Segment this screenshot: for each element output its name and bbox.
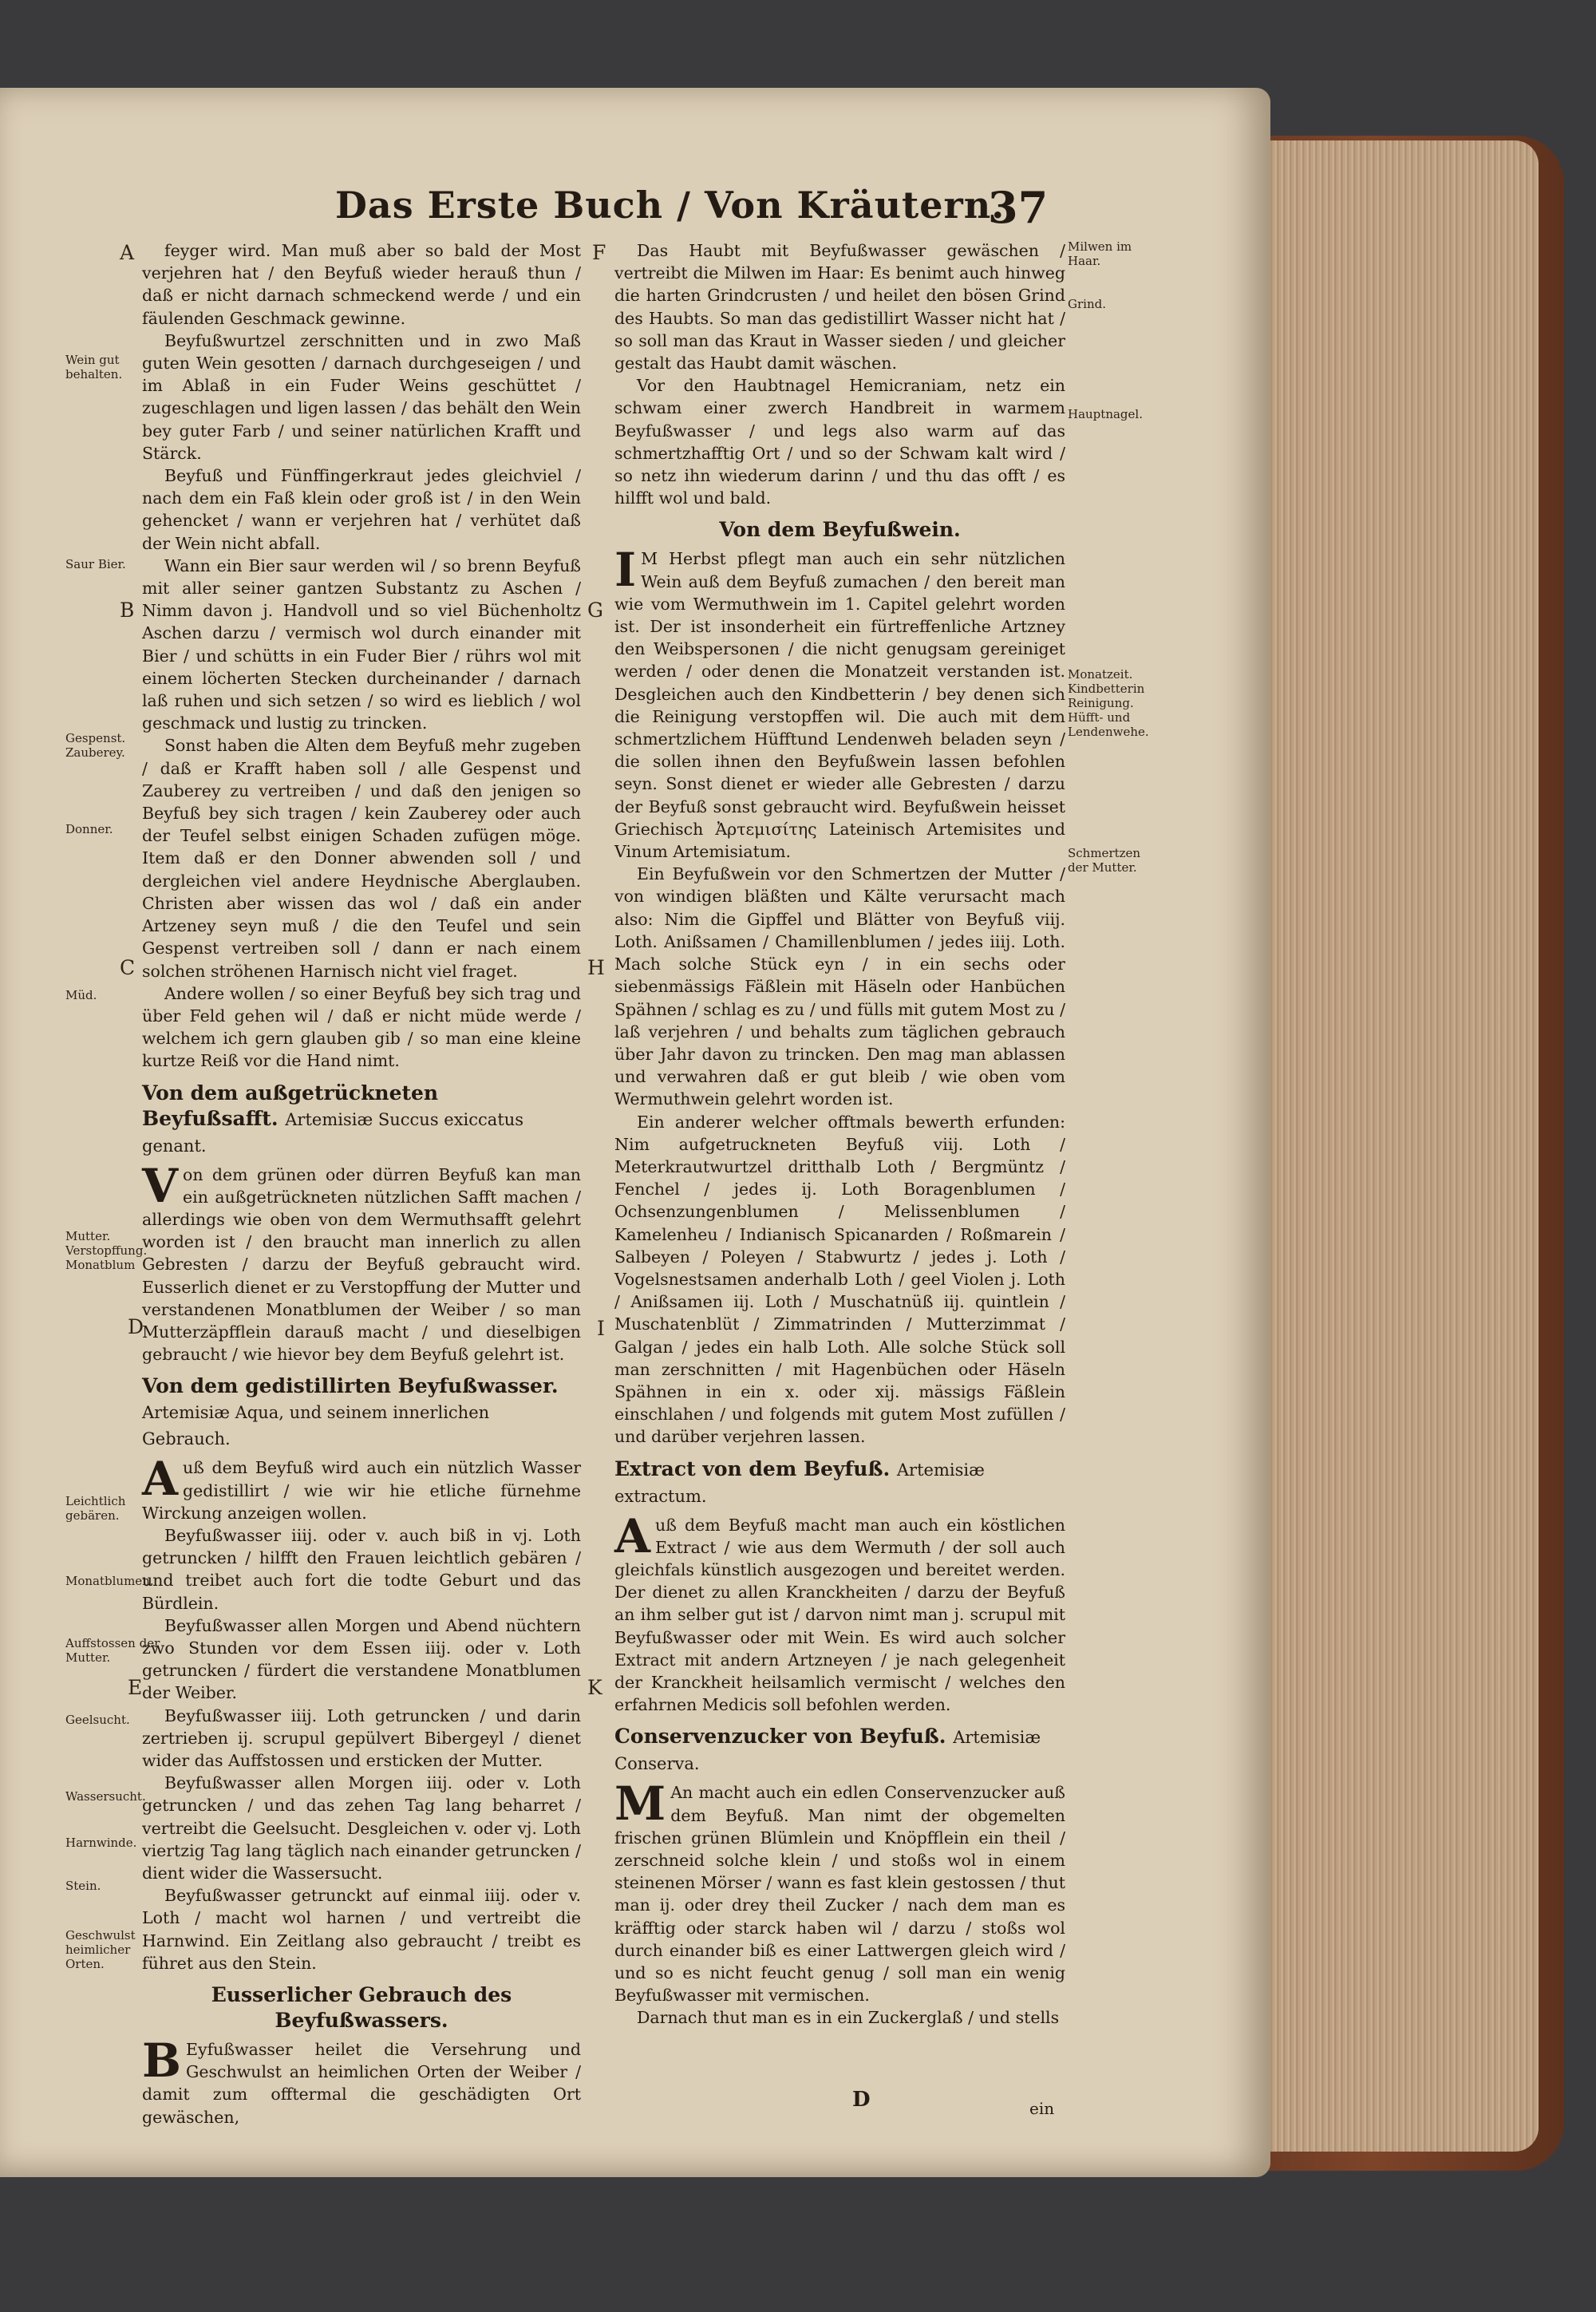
- margin-note: Schmertzen der Mutter.: [1068, 846, 1141, 875]
- section-heading: [142, 1081, 581, 1159]
- margin-note: Auffstossen der Mutter.: [65, 1636, 160, 1665]
- section-heading-text: Extract von dem Beyfuß.: [614, 1456, 891, 1480]
- left-column: [142, 239, 581, 2128]
- margin-note: Wein gut behalten.: [65, 353, 123, 381]
- section-letter: G: [587, 599, 603, 622]
- margin-note: Stein.: [65, 1879, 101, 1893]
- paragraph-text: An macht auch ein edlen Conservenzucker auß dem Beyfuß. Man nimt der obgemelten frischen grünen Blümlein und Knöpfflein ein theil / zerschneid solche klein / und stoßs wol in einem steinenen Mörser / wann es fast klein gestossen / thut man ij. oder drey theil Zucker / nach dem man es kräfftig oder starck haben wil / darzu / stoßs wol durch einander biß es einer Lattwergen gleich wird / und so es nicht feucht genug / soll man ein wenig Beyfußwasser mit vermischen.: [614, 1783, 1065, 2006]
- section-letter: I: [597, 1317, 605, 1340]
- paragraph: [142, 1452, 581, 1524]
- paragraph: [142, 2033, 581, 2128]
- page-number: 37: [988, 182, 1049, 233]
- running-title: Das Erste Buch / Von Kräutern.: [335, 184, 1005, 227]
- section-letter: K: [587, 1676, 602, 1699]
- paragraph: [142, 1158, 581, 1366]
- margin-note: Harnwinde.: [65, 1836, 137, 1850]
- right-column: [614, 239, 1065, 2029]
- margin-note: Donner.: [65, 822, 113, 836]
- section-heading: [614, 1456, 1065, 1509]
- drop-cap: A: [614, 1508, 651, 1563]
- section-heading-latin: Artemisiæ Conserva.: [614, 1728, 1041, 1774]
- paragraph: Ein Beyfußwein vor den Schmertzen der Mutter / von windigen bläßten und Kälte verursacht mach also: Nim die Gipffel und Blätter von Beyfuß viij. Loth. Anißsamen / Chamillenblumen / jedes iiij. Loth. Mach solche Stück eyn / in ein sechs oder siebenmässigs Fäßlein mit Häseln oder Hanbüchen Spähnen / schlag es zu / und fülls mit gutem Most zu / laß verjehren / und behalts zum täglichen gebrauch über Jahr davon zu trincken. Den mag man ablassen und verwahren daß er gut bleib / wie oben vom Wermuthwein gelehrt worden ist.: [614, 864, 1065, 1109]
- section-letter: A: [120, 241, 135, 264]
- section-heading-text: Conservenzucker von Beyfuß.: [614, 1725, 946, 1749]
- paragraph: Das Haubt mit Beyfußwasser gewäschen / vertreibt die Milwen im Haar: Es benimt auch hinweg die harten Grindcrusten / und heilet den bösen Grind des Haubts. So man das gedistillirt Wasser nicht hat / so soll man das Kraut in Wasser sieden / und gleicher gestalt das Haubt damit wäschen.: [614, 241, 1065, 373]
- page-edges: [1267, 140, 1539, 2152]
- section-heading: [614, 517, 1065, 543]
- drop-cap: B: [142, 2033, 182, 2089]
- margin-note: Geelsucht.: [65, 1713, 130, 1727]
- paragraph: Ein anderer welcher offtmals bewerth erfunden: Nim aufgetruckneten Beyfuß viij. Loth / Meterkrautwurtzel dritthalb Loth / Bergmüntz / Fenchel / jedes ij. Loth Boragenblumen / Ochsenzungenblumen / Melissenblumen / Kamelenheu / Indianisch Spicanarden / Roßmarein / Salbeyen / Poleyen / Stabwurtz / jedes j. Loth / Vogelsnestsamen anderhalb Loth / geel Violen j. Loth / Anißsamen iij. Loth / Muschatnüß iij. quintlein / Muschatenblüt / Zimmatrinden / Mutterzimmat / Galgan / jedes ein halb Loth. Alle solche Stück soll man zerschnitten / mit Hagenbüchen oder Häseln Spähnen in ein x. oder xij. mässigs Fäßlein einschlahen / und folgends mit gutem Most zufüllen / und darüber verjehren lassen.: [614, 1112, 1065, 1447]
- paragraph: Beyfußwasser allen Morgen und Abend nüchtern zwo Stunden vor dem Essen iiij. oder v. Loth getruncken / fürdert die verstandene Monatblumen der Weiber.: [142, 1615, 581, 1703]
- paragraph: Beyfußwasser getrunckt auf einmal iiij. oder v. Loth / macht wol harnen / und vertreibt die Harnwind. Ein Zeitlang also gebraucht / treibt es führet aus den Stein.: [142, 1886, 581, 1973]
- paragraph: Vor den Haubtnagel Hemicraniam, netz ein schwam einer zwerch Handbreit in warmem Beyfußwasser / und legs also warm auf das schmertzhafftig Ort / und so der Schwam kalt wird / so netz ihn wiederum darinn / und thu das offt / es hilfft wol und bald.: [614, 376, 1065, 508]
- section-letter: D: [128, 1315, 144, 1338]
- section-letter: H: [587, 956, 605, 979]
- drop-cap: V: [142, 1158, 179, 1213]
- drop-cap: I: [614, 543, 637, 598]
- drop-cap: A: [142, 1452, 179, 1507]
- margin-note: Milwen im Haar.: [1068, 239, 1132, 268]
- paragraph: feyger wird. Man muß aber so bald der Most verjehren hat / den Beyfuß wieder herauß thun / daß er nicht darnach schmeckend werde / und ein fäulenden Geschmack gewinne.: [142, 241, 581, 328]
- margin-note: Monatblumen.: [65, 1574, 154, 1588]
- paragraph: [614, 543, 1065, 863]
- paragraph-text: uß dem Beyfuß macht man auch ein köstlichen Extract / wie aus dem Wermuth / der soll auch gleichfals künstlich ausgezogen und bereitet werden. Der dienet zu allen Kranckheiten / darzu der Beyfuß an ihm selber gut ist / darvon nimt man j. scrupul mit Beyfußwasser oder mit Wein. Es wird auch solcher Extract mit andern Artzneyen / je nach gelegenheit der Kranckheit heilsamlich vermischt / welches den erfahrnen Medicis soll befohlen werden.: [614, 1515, 1065, 1715]
- section-letter: B: [120, 599, 135, 622]
- margin-note: Geschwulst heimlicher Orten.: [65, 1928, 136, 1971]
- signature-mark: D: [852, 2088, 871, 2112]
- paragraph-text: uß dem Beyfuß wird auch ein nützlich Wasser gedistillirt / wie wir hie etliche fürnehme Wirckung anzeigen wollen.: [142, 1458, 581, 1523]
- paragraph: Beyfußwasser iiij. oder v. auch biß in vj. Loth getruncken / hilfft den Frauen leichtlich gebären / und treibet auch fort die todte Geburt und das Bürdlein.: [142, 1525, 581, 1613]
- paragraph: [614, 1508, 1065, 1717]
- paragraph: Beyfuß und Fünffingerkraut jedes gleichviel / nach dem ein Faß klein oder groß ist / in den Wein gehencket / wann er verjehren hat / verhütet daß der Wein nicht abfall.: [142, 466, 581, 553]
- paragraph: Sonst haben die Alten dem Beyfuß mehr zugeben / daß er Krafft haben soll / alle Gespenst und Zauberey zu vertreiben / und daß den jenigen so Beyfuß bey sich tragen / kein Zauberey oder auch der Teufel selbst einigen Schaden zufügen möge. Item daß er den Donner abwenden soll / und dergleichen viel andere Heydnische Aberglauben. Christen aber wissen das wol / daß ein ander Artzeney seyn muß / die den Teufel und sein Gespenst vertreiben soll / dann er nach einem solchen ströhenen Harnisch nicht viel fraget.: [142, 736, 581, 981]
- section-heading-latin: Artemisiæ Aqua, und seinem innerlichen Gebrauch.: [142, 1403, 490, 1449]
- paragraph: Beyfußwurtzel zerschnitten und in zwo Maß guten Wein gesotten / darnach durchgeseigen / und im Ablaß in ein Fuder Weins geschüttet / zugeschlagen und ligen lassen / das behält den Wein bey guter Farb / und seiner natürlichen Krafft und Stärck.: [142, 330, 581, 463]
- margin-note: Leichtlich gebären.: [65, 1494, 126, 1523]
- margin-note: Saur Bier.: [65, 557, 126, 571]
- margin-note: Müd.: [65, 988, 97, 1002]
- book-page: [0, 88, 1270, 2177]
- paragraph-text: Eyfußwasser heilet die Versehrung und Geschwulst an heimlichen Orten der Weiber / damit zum offtermal die geschädigten Ort gewäschen,: [142, 2040, 581, 2127]
- section-heading-latin: Artemisiæ extractum.: [614, 1460, 985, 1506]
- paragraph-text: M Herbst pflegt man auch ein sehr nützlichen Wein auß dem Beyfuß zumachen / den bereit man wie vom Wermuthwein im 1. Capitel gelehrt worden ist. Der ist insonderheit ein fürtreffenliche Artzney den Weibspersonen / die nicht genugsam gereiniget werden / oder denen die Monatzeit verstanden ist. Desgleichen auch den Kindbetterin / bey denen sich die Reinigung verstopffen wil. Die auch mit dem schmertzlichem Hüfftund Lendenweh beladen seyn / die sollen ihnen den Beyfußwein lassen befohlen seyn. Sonst dienet er wieder alle Gebresten / darzu der Beyfuß sonst gebraucht wird. Beyfußwein heisset Griechisch Ἀρτεμισίτης Lateinisch Artemisites und Vinum Artemisiatum.: [614, 549, 1065, 862]
- paragraph: Beyfußwasser allen Morgen iiij. oder v. Loth getruncken / und das zehen Tag lang beharret / vertreibt die Geelsucht. Desgleichen v. oder vj. Loth viertzig Tag lang täglich nach einander getruncken / dient wider die Wassersucht.: [142, 1773, 581, 1883]
- margin-note: Wassersucht.: [65, 1789, 146, 1804]
- section-heading-text: Eusserlicher Gebrauch des Beyfußwassers.: [211, 1983, 512, 2033]
- drop-cap: M: [614, 1776, 666, 1832]
- paragraph: Wann ein Bier saur werden wil / so brenn Beyfuß mit aller seiner gantzen Substantz zu Aschen / Nimm davon j. Handvoll und so viel Büchenholtz Aschen darzu / vermisch wol durch einander mit Bier / und schütts in ein Fuder Bier / rührs wol mit einem löcherten Stecken durcheinander / darnach laß ruhen und sich setzen / so wird es lieblich / wol geschmack und lustig zu trincken.: [142, 555, 581, 733]
- section-heading-text: Von dem gedistillirten Beyfußwasser.: [142, 1374, 559, 1398]
- section-letter: E: [128, 1676, 143, 1699]
- section-letter: C: [120, 956, 136, 979]
- catchword: ein: [1029, 2099, 1055, 2118]
- paragraph: Darnach thut man es in ein Zuckerglaß / und stells: [637, 2008, 1060, 2028]
- section-heading: [142, 1373, 581, 1452]
- section-heading-text: Von dem außgetrückneten Beyfußsafft.: [142, 1081, 439, 1130]
- paragraph: Andere wollen / so einer Beyfuß bey sich trag und über Feld gehen wil / daß er nicht müde werde / welchem ich gern glauben gib / so man eine kleine kurtze Reiß vor die Hand nimt.: [142, 983, 581, 1071]
- paragraph: [614, 1776, 1065, 2006]
- margin-note: Monatzeit. Kindbetterin Reinigung. Hüfft- und Lendenwehe.: [1068, 667, 1149, 739]
- section-heading: [614, 1724, 1065, 1776]
- margin-note: Grind.: [1068, 297, 1106, 311]
- margin-note: Hauptnagel.: [1068, 407, 1143, 421]
- section-heading-latin: Artemisiæ Succus exiccatus genant.: [142, 1109, 524, 1156]
- paragraph-text: on dem grünen oder dürren Beyfuß kan man ein außgetrückneten nützlichen Safft machen / allerdings wie oben von dem Wermuthsafft gelehrt worden ist / den braucht man innerlich zu allen Gebresten / darzu der Beyfuß gebraucht wird. Eusserlich dienet er zu Verstopffung der Mutter und verstandenen Monatblumen der Weiber / so man Mutterzäpfflein darauß macht / und dieselbigen gebraucht / wie hievor bey dem Beyfuß gelehrt ist.: [142, 1164, 581, 1365]
- section-heading-text: Von dem Beyfußwein.: [719, 518, 961, 542]
- margin-note: Mutter. Verstopffung. Monatblum: [65, 1229, 148, 1272]
- section-letter: F: [592, 241, 606, 264]
- paragraph: Beyfußwasser iiij. Loth getruncken / und darin zertrieben ij. scrupul gepülvert Bibergeyl / dienet wider das Auffstossen und ersticken der Mutter.: [142, 1705, 581, 1770]
- section-heading: [142, 1982, 581, 2033]
- margin-note: Gespenst. Zauberey.: [65, 731, 126, 760]
